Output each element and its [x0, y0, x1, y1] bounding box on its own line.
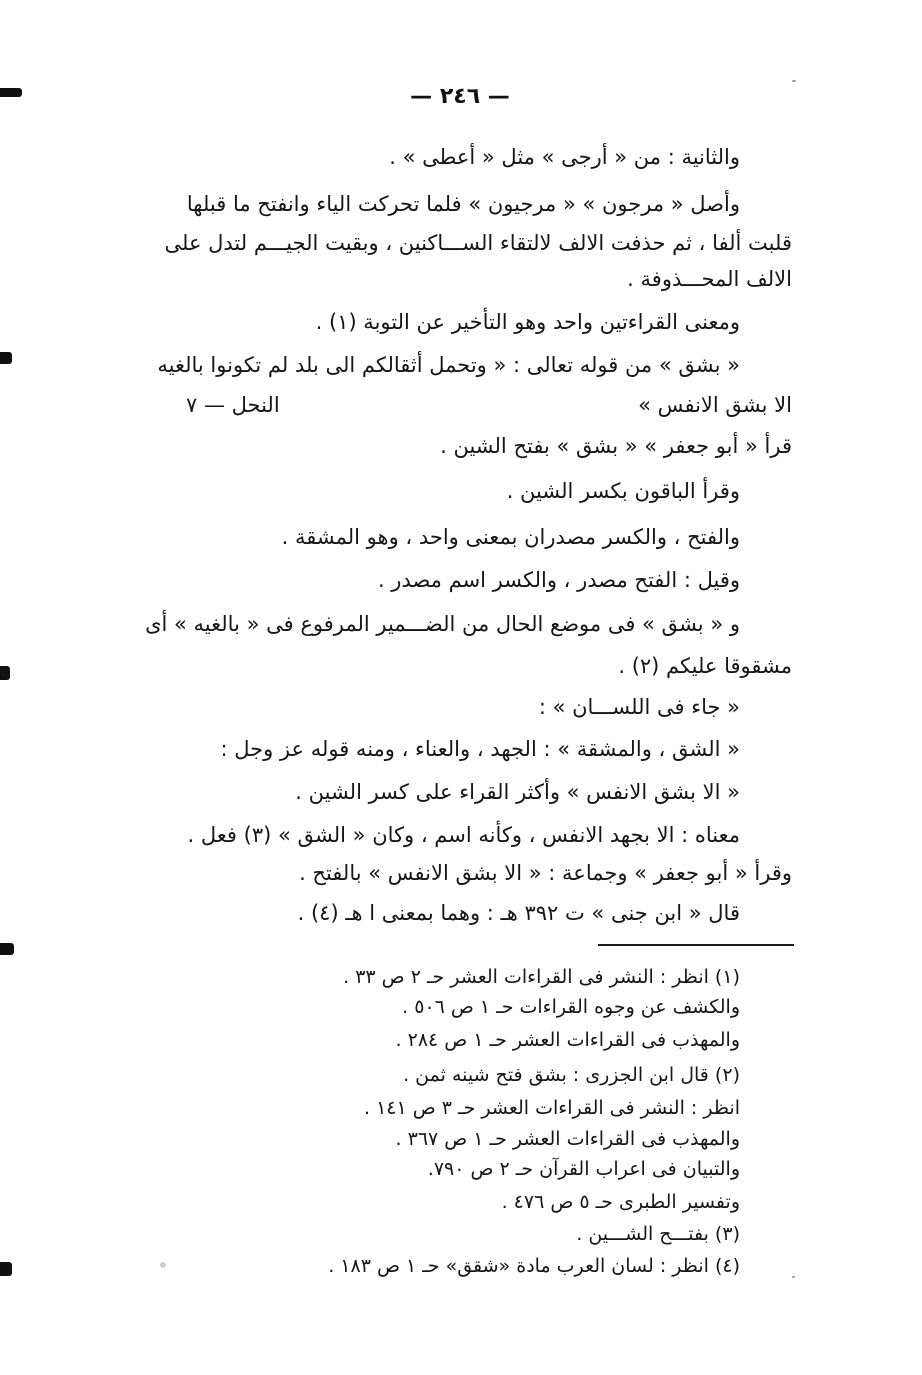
scan-speck	[160, 1262, 166, 1268]
body-line: « جاء فى اللســـان » :	[538, 695, 740, 719]
footnote-line: والمهذب فى القراءات العشر حـ ١ ص ٢٨٤ .	[395, 1029, 740, 1051]
scan-speck	[792, 1276, 795, 1278]
body-line: والثانية : من « أرجى » مثل « أعطى » .	[389, 145, 740, 169]
body-line: وأصل « مرجون » « مرجيون » فلما تحركت الياء وانفتح ما قبلها	[186, 192, 740, 216]
footnote-line: (٢) قال ابن الجزرى : بشق فتح شينه ثمن .	[403, 1064, 740, 1086]
footnote-line: (٤) انظر : لسان العرب مادة «شقق» حـ ١ ص ١٨٣ .	[328, 1255, 740, 1277]
body-line: مشقوقا عليكم (٢) .	[618, 654, 792, 678]
body-line: قرأ « أبو جعفر » « بشق » بفتح الشين .	[440, 434, 792, 458]
body-line: « بشق » من قوله تعالى : « وتحمل أثقالكم الى بلد لم تكونوا بالغيه	[157, 353, 740, 377]
body-line: معناه : الا بجهد الانفس ، وكأنه اسم ، وكان « الشق » (٣) فعل .	[187, 823, 740, 847]
footnote-line: انظر : النشر فى القراءات العشر حـ ٣ ص ١٤١ .	[364, 1097, 740, 1119]
binding-mark	[0, 943, 14, 955]
scan-speck	[792, 80, 796, 82]
body-line: الالف المحـــذوفة .	[627, 267, 792, 291]
body-line: الا بشق الانفس »	[638, 393, 792, 417]
footnote-line: والكشف عن وجوه القراءات حـ ١ ص ٥٠٦ .	[402, 996, 740, 1018]
body-line: قال « ابن جنى » ت ٣٩٢ هـ : وهما بمعنى ا هـ (٤) .	[297, 901, 740, 925]
page-number: — ٢٤٦ —	[410, 84, 510, 109]
footnote-line: (١) انظر : النشر فى القراءات العشر حـ ٢ ص ٣٣ .	[343, 966, 740, 988]
body-line: وقيل : الفتح مصدر ، والكسر اسم مصدر .	[377, 568, 740, 592]
body-line: « الشق ، والمشقة » : الجهد ، والعناء ، ومنه قوله عز وجل :	[220, 737, 740, 761]
binding-mark	[0, 352, 12, 364]
body-line: وقرأ « أبو جعفر » وجماعة : « الا بشق الانفس » بالفتح .	[299, 861, 792, 885]
binding-mark	[0, 666, 10, 680]
footnote-line: وتفسير الطبرى حـ ٥ ص ٤٧٦ .	[501, 1191, 740, 1213]
footnote-line: (٣) بفتـــح الشـــين .	[576, 1223, 740, 1245]
footnote-separator	[598, 944, 794, 946]
footnote-line: والمهذب فى القراءات العشر حـ ١ ص ٣٦٧ .	[395, 1128, 740, 1150]
body-line: والفتح ، والكسر مصدران بمعنى واحد ، وهو المشقة .	[281, 525, 740, 549]
body-line: قلبت ألفا ، ثم حذفت الالف لالتقاء الســـاكنين ، وبقيت الجيـــم لتدل على	[164, 231, 792, 255]
body-line: « الا بشق الانفس » وأكثر القراء على كسر الشين .	[295, 780, 740, 804]
body-line: و « بشق » فى موضع الحال من الضـــمير المرفوع فى « بالغيه » أى	[145, 612, 740, 636]
binding-mark	[0, 1262, 12, 1276]
footnote-line: والتبيان فى اعراب القرآن حـ ٢ ص ٧٩٠.	[427, 1158, 740, 1180]
surah-reference: النحل — ٧	[186, 393, 280, 417]
body-line: وقرأ الباقون بكسر الشين .	[506, 479, 740, 503]
body-line: ومعنى القراءتين واحد وهو التأخير عن التوبة (١) .	[315, 310, 740, 334]
binding-mark	[0, 88, 22, 97]
